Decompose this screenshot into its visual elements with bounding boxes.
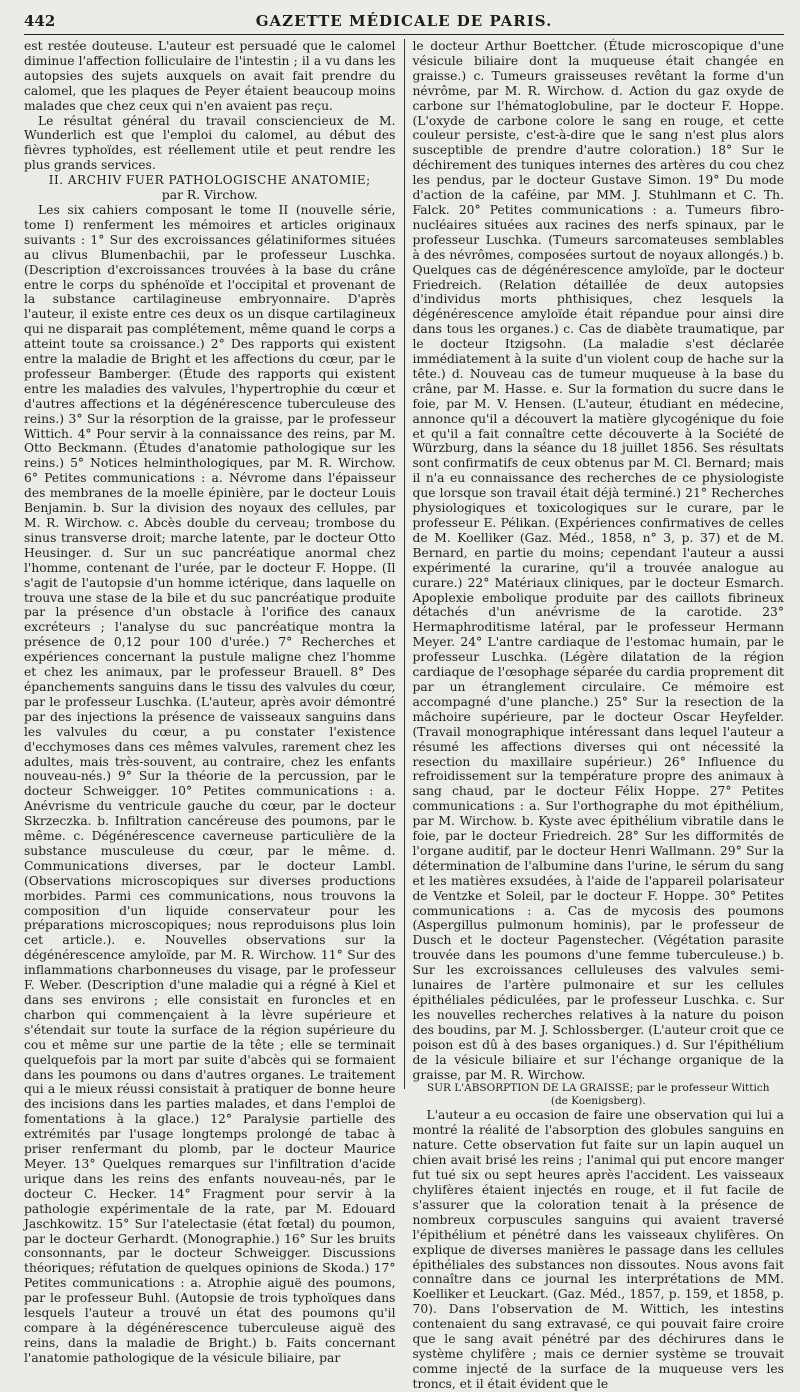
subheading-line-1: SUR L'ABSORPTION DE LA GRAISSE; par le professeur Wittich [426, 1082, 770, 1095]
section-title: II. ARCHIV FUER PATHOLOGISCHE ANATOMIE; [48, 173, 371, 188]
two-column-body [24, 39, 784, 1391]
paragraph-calomel: est restée douteuse. L'auteur est persuadé que le calomel diminue l'affection folliculaire de l'intestin ; il a vu dans les autopsies des sujets auxquels on avait fait prendre du calomel, que les plaques de Peyer étaient beaucoup moins malades que chez ceux qui n'en avaient pas reçu. [24, 39, 396, 113]
page-number: 442 [24, 12, 56, 30]
right-column [404, 39, 785, 1391]
subheading-line-2: (de Koenigsberg). [550, 1095, 646, 1108]
paragraph-absorption: L'auteur a eu occasion de faire une observation qui lui a montré la réalité de l'absorption des globules sanguins en nature. Cette observation fut faite sur un lapin auquel un chien avait brisé les reins ; l'animal qui put encore manger fut tué six ou sept heures après l'accident. Les vaisseaux chylifères étaient injectés en rouge, et il fut facile de s'assurer que la coloration tenait à la présence de nombreux corpuscules sanguins qui avaient traversé l'épithélium et pénétré dans les vaisseaux chylifères. On explique de diverses manières le passage dans les cellules épithéliales des substances non dissoutes. Nous avons fait connaître dans ce journal les interprétations de MM. Koelliker et Leuckart. (Gaz. Méd., 1857, p. 159, et 1858, p. 70). Dans l'observation de M. Wittich, les intestins contenaient du sang extravasé, ce qui pouvait faire croire que le sang avait pénétré par des déchirures dans le système chylifère ; mais ce dernier système se trouvait comme injecté de la surface de la muqueuse vers les troncs, et il était évident que le [412, 1108, 784, 1391]
left-column [24, 39, 404, 1365]
paragraph-wunderlich-result: Le résultat général du travail consciencieux de M. Wunderlich est que l'emploi du calomel, au début des fièvres typhoïdes, est réellement utile et peut rendre les plus grands services. [24, 113, 396, 173]
paragraph-archiv-contents: Les six cahiers composant le tome II (nouvelle série, tome I) renferment les mémoires et articles originaux suivants : 1° Sur des excroissances gélatiniformes situées au clivus Blumenbachii, par le professeur Luschka. (Description d'excroissances trouvées à la base du crâne entre le corps du sphénoïde et l'occipital et provenant de la substance cartilagineuse embryonnaire. D'après l'auteur, il existe entre ces deux os un disque cartilagineux qui ne disparait pas complétement, même quand le corps a atteint toute sa croissance.) 2° Des rapports qui existent entre la maladie de Bright et les affections du cœur, par le professeur Bamberger. (Étude des rapports qui existent entre les maladies des valvules, l'hypertrophie du cœur et d'autres affections et la dégénérescence tuberculeuse des reins.) 3° Sur la résorption de la graisse, par le professeur Wittich. 4° Pour servir à la connaissance des reins, par M. Otto Beckmann. (Études d'anatomie pathologique sur les reins.) 5° Notices helminthologiques, par M. R. Wirchow. 6° Petites communications : a. Névrome dans l'épaisseur des membranes de la moelle épinière, par le docteur Louis Benjamin. b. Sur la division des noyaux des cellules, par M. R. Wirchow. c. Abcès double du cerveau; trombose du sinus transverse droit; marche latente, par le docteur Otto Heusinger. d. Sur un suc pancréatique anormal chez l'homme, contenant de l'urée, par le docteur F. Hoppe. (Il s'agit de l'autopsie d'un homme ictérique, dans laquelle on trouva une stase de la bile et du suc pancréatique produite par la présence d'un obstacle à l'orifice des canaux excréteurs ; l'analyse du suc pancréatique montra la présence de 0,12 pour 100 d'urée.) 7° Recherches et expériences concernant la pustule maligne chez l'homme et chez les animaux, par le professeur Brauell. 8° Des épanchements sanguins dans le tissu des valvules du cœur, par le professeur Luschka. (L'auteur, après avoir démontré par des injections la présence de vaisseaux sanguins dans les valvules du cœur, a pu constater l'existence d'ecchymoses dans ces mêmes valvules, rarement chez les adultes, mais très-souvent, au contraire, chez les enfants nouveau-nés.) 9° Sur la théorie de la percussion, par le docteur Schweigger. 10° Petites communications : a. Anévrisme du ventricule gauche du cœur, par le docteur Skrzeczka. b. Infiltration cancéreuse des poumons, par le même. c. Dégénérescence caverneuse particulière de la substance musculeuse du cœur, par le même. d. Communications diverses, par le docteur Lambl. (Observations microscopiques sur diverses productions morbides. Parmi ces communications, nous trouvons la composition d'un liquide conservateur pour les préparations microscopiques; nous reproduisons plus loin cet article.). e. Nouvelles observations sur la dégénérescence amyloïde, par M. R. Wirchow. 11° Sur des inflammations charbonneuses du visage, par le professeur F. Weber. (Description d'une maladie qui a régné à Kiel et dans ses environs ; elle consistait en furoncles et en charbon qui commençaient à la lèvre supérieure et s'étendait sur toute la surface de la région supérieure du cou et même sur une partie de la tête ; elle se terminait quelquefois par la mort par suite d'abcès qui se formaient dans les poumons ou dans d'autres organes. Le traitement qui a le mieux réussi consistait à pratiquer de bonne heure des incisions dans les parties malades, et dans l'emploi de fomentations à la glace.) 12° Paralysie partielle des extrémités par l'usage longtemps prolongé de tabac à priser renfermant du plomb, par le docteur Maurice Meyer. 13° Quelques remarques sur l'infiltration d'acide urique dans les reins des enfants nouveau-nés, par le docteur C. Hecker. 14° Fragment pour servir à la pathologie expérimentale de la rate, par M. Edouard Jaschkowitz. 15° Sur l'atelectasie (état fœtal) du poumon, par le docteur Gerhardt. (Monographie.) 16° Sur les bruits consonnants, par le docteur Schweigger. Discussions théoriques; réfutation de quelques opinions de Skoda.) 17° Petites communications : a. Atrophie aiguë des poumons, par le professeur Buhl. (Autopsie de trois typhoïques dans lesquels l'auteur a trouvé un état des poumons qu'il compare à la dégénérescence tuberculeuse aiguë des reins, dans la maladie de Bright.) b. Faits concernant l'anatomie pathologique de la vésicule biliaire, par [24, 202, 396, 1365]
paragraph-archiv-continued: le docteur Arthur Boettcher. (Étude microscopique d'une vésicule biliaire dont la muqueuse était changée en graisse.) c. Tumeurs graisseuses revêtant la forme d'un névrôme, par M. R. Wirchow. d. Action du gaz oxyde de carbone sur l'hématoglobuline, par le docteur F. Hoppe. (L'oxyde de carbone colore le sang en rouge, et cette couleur persiste, c'est-à-dire que le sang n'est plus alors susceptible de prendre d'autre coloration.) 18° Sur le déchirement des tuniques internes des artères du cou chez les pendus, par le docteur Gustave Simon. 19° Du mode d'action de la caféine, par MM. J. Stuhlmann et C. Th. Falck. 20° Petites communications : a. Tumeurs fibro-nucléaires situées aux racines des nerfs spinaux, par le professeur Luschka. (Tumeurs sarcomateuses semblables à des névrômes, composées surtout de noyaux allongés.) b. Quelques cas de dégénérescence amyloïde, par le docteur Friedreich. (Relation détaillée de deux autopsies d'individus morts phthisiques, chez lesquels la dégénérescence amyloïde était répandue pour ainsi dire dans tous les organes.) c. Cas de diabète traumatique, par le docteur Itzigsohn. (La maladie s'est déclarée immédiatement à la suite d'un violent coup de hache sur la tête.) d. Nouveau cas de tumeur muqueuse à la base du crâne, par M. Hasse. e. Sur la formation du sucre dans le foie, par M. V. Hensen. (L'auteur, étudiant en médecine, annonce qu'il a découvert la matière glycogénique du foie et qu'il a fait connaître cette découverte à la Société de Würzburg, dans la séance du 18 juillet 1856. Ses résultats sont confirmatifs de ceux obtenus par M. Cl. Bernard; mais il n'a eu connaissance des recherches de ce physiologiste que lorsque son travail était déjà terminé.) 21° Recherches physiologiques et toxicologiques sur le curare, par le professeur E. Pélikan. (Expériences confirmatives de celles de M. Koelliker (Gaz. Méd., 1858, n° 3, p. 37) et de M. Bernard, en partie du moins; cependant l'auteur a aussi expérimenté la curarine, qu'il a trouvée analogue au curare.) 22° Matériaux cliniques, par le docteur Esmarch. Apoplexie embolique produite par des caillots fibrineux détachés d'un anévrisme de la carotide. 23° Hermaphroditisme latéral, par le professeur Hermann Meyer. 24° L'antre cardiaque de l'estomac humain, par le professeur Luschka. (Légère dilatation de la région cardiaque de l'œsophage séparée du cardia proprement dit par un étranglement circulaire. Ce mémoire est accompagné d'une planche.) 25° Sur la resection de la mâchoire supérieure, par le docteur Oscar Heyfelder. (Travail monographique intéressant dans lequel l'auteur a résumé les affections diverses qui ont nécessité la resection du maxillaire supérieur.) 26° Influence du refroidissement sur la température propre des animaux à sang chaud, par le docteur Félix Hoppe. 27° Petites communications : a. Sur l'orthographe du mot épithélium, par M. Wirchow. b. Kyste avec épithélium vibratile dans le foie, par le docteur Friedreich. 28° Sur les difformités de l'organe auditif, par le docteur Henri Wallmann. 29° Sur la détermination de l'albumine dans l'urine, le sérum du sang et les matières exsudées, à l'aide de l'appareil polarisateur de Ventzke et Soleil, par le docteur F. Hoppe. 30° Petites communications : a. Cas de mycosis des poumons (Aspergillus pulmonum hominis), par le professeur de Dusch et le docteur Pagenstecher. (Végétation parasite trouvée dans les poumons d'une femme tuberculeuse.) b. Sur les excroissances celluleuses des valvules semi-lunaires de l'artère pulmonaire et sur les cellules épithéliales pédiculées, par le professeur Luschka. c. Sur les nouvelles recherches relatives à la nature du poison des boudins, par M. J. Schlossberger. (L'auteur croit que ce poison est dû à des bases organiques.) d. Sur l'épithélium de la vésicule biliaire et sur l'échange organique de la graisse, par M. R. Wirchow. [412, 39, 784, 1082]
page-header [24, 12, 784, 35]
journal-title: GAZETTE MÉDICALE DE PARIS. [255, 12, 553, 30]
section-author: par R. Virchow. [161, 188, 258, 203]
subheading-absorption [413, 1082, 785, 1108]
